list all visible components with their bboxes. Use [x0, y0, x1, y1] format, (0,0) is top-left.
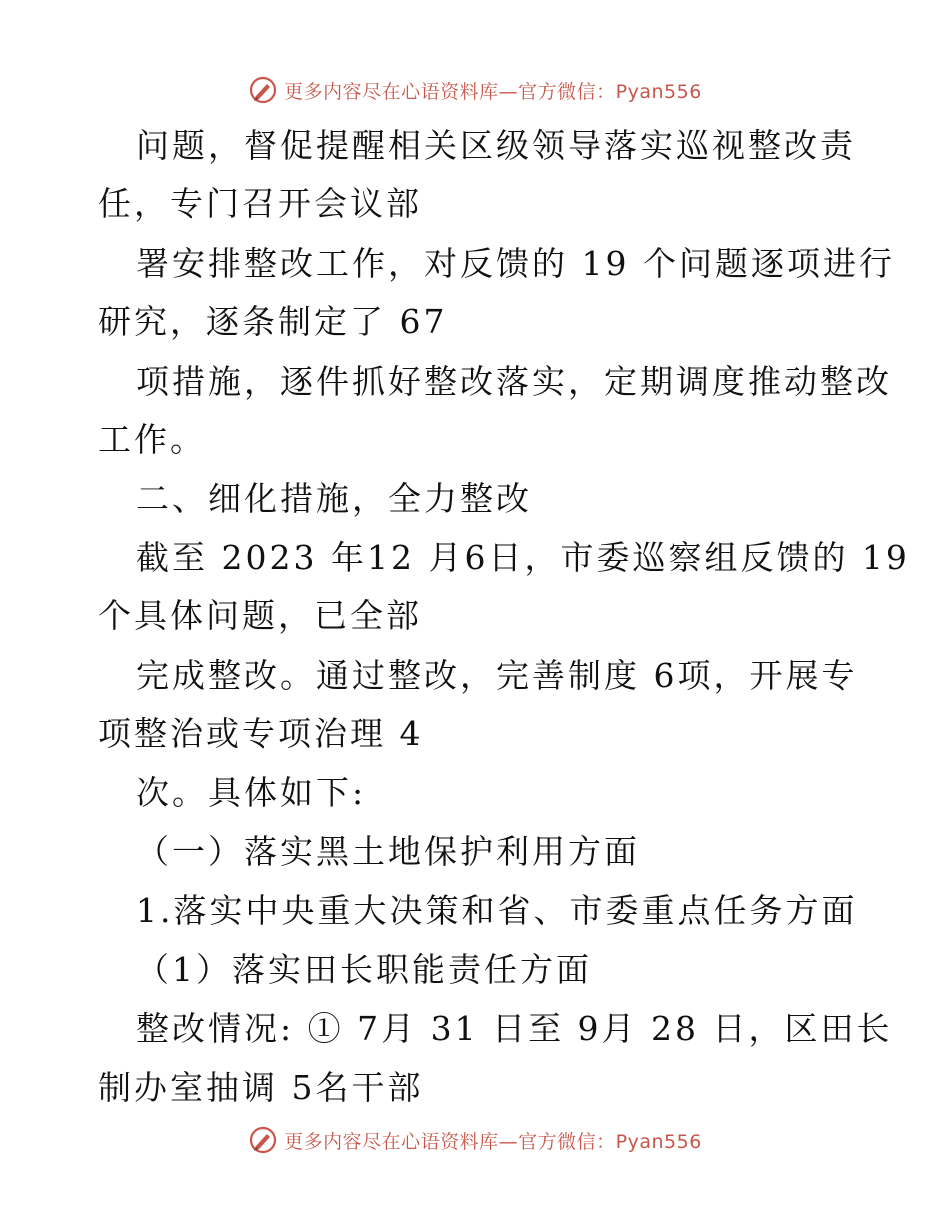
- text-line: 研究，逐条制定了 67: [98, 302, 448, 341]
- watermark-text: 更多内容尽在心语资料库—官方微信：Pyan556: [284, 1130, 702, 1153]
- text-line: 问题，督促提醒相关区级领导落实巡视整改责: [136, 126, 856, 165]
- text-line: 完成整改。通过整改，完善制度 6项，开展专: [136, 656, 858, 695]
- text-line: 工作。: [98, 420, 206, 459]
- pen-logo-icon: [248, 1125, 278, 1155]
- subsection-heading: （1）落实田长职能责任方面: [136, 950, 592, 989]
- text-line: 项措施，逐件抓好整改落实，定期调度推动整改: [136, 362, 892, 401]
- pen-logo-icon: [248, 75, 278, 105]
- watermark-text: 更多内容尽在心语资料库—官方微信：Pyan556: [284, 80, 702, 103]
- subsection-heading: 1.落实中央重大决策和省、市委重点任务方面: [136, 891, 858, 930]
- text-line: 个具体问题，已全部: [98, 596, 422, 635]
- subsection-heading: （一）落实黑土地保护利用方面: [136, 832, 640, 871]
- text-line: 制办室抽调 5名干部: [98, 1068, 424, 1107]
- text-line: 署安排整改工作，对反馈的 19 个问题逐项进行: [136, 244, 895, 283]
- section-heading: 二、细化措施，全力整改: [136, 479, 532, 518]
- text-line: 整改情况: ① 7月 31 日至 9月 28 日，区田长: [136, 1009, 893, 1048]
- text-line: 项整治或专项治理 4: [98, 714, 424, 753]
- watermark-footer: [0, 1120, 950, 1160]
- text-line: 次。具体如下:: [136, 773, 367, 812]
- text-line: 截至 2023 年12 月6日，市委巡察组反馈的 19: [136, 538, 910, 577]
- text-line: 任，专门召开会议部: [98, 184, 422, 223]
- watermark-header: [0, 70, 950, 110]
